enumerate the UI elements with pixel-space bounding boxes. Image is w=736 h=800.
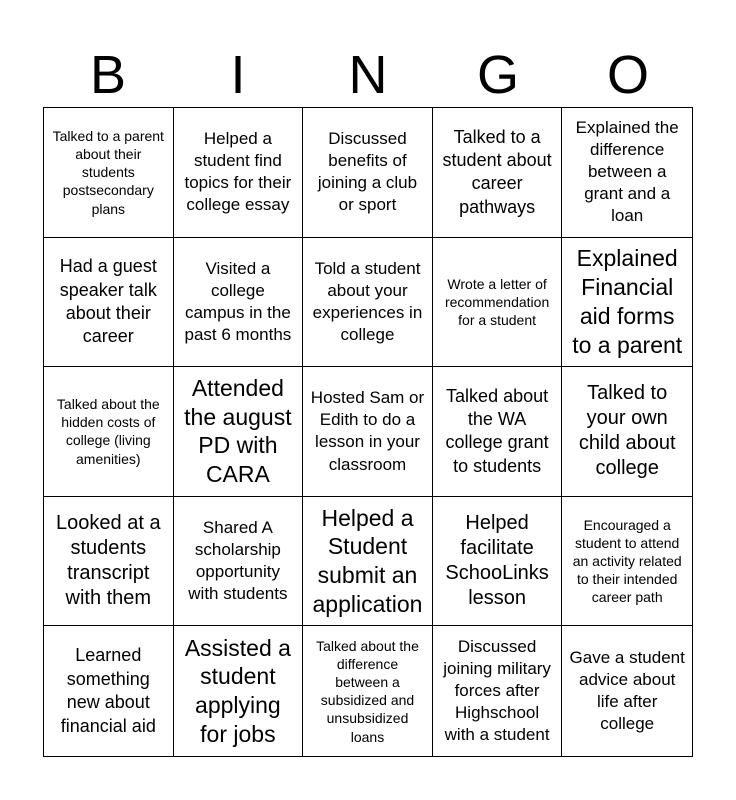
header-letter-g: G [476, 45, 519, 105]
bingo-cell[interactable]: Helped a Student submit an application [303, 497, 433, 627]
bingo-cell[interactable]: Learned something new about financial aid [44, 626, 174, 756]
header-letter-b: B [89, 45, 127, 105]
header-letter-i: I [230, 45, 246, 105]
bingo-cell[interactable]: Talked to your own child about college [562, 367, 692, 497]
bingo-cell[interactable]: Visited a college campus in the past 6 months [174, 238, 304, 368]
bingo-cell[interactable]: Attended the august PD with CARA [174, 367, 304, 497]
header-letter-n: N [348, 45, 388, 105]
bingo-cell[interactable]: Wrote a letter of recommendation for a student [433, 238, 563, 368]
header-letter-o: O [606, 45, 649, 105]
bingo-cell[interactable]: Talked about the hidden costs of college (living amenities) [44, 367, 174, 497]
bingo-cell[interactable]: Looked at a students transcript with them [44, 497, 174, 627]
bingo-cell[interactable]: Gave a student advice about life after college [569, 648, 685, 734]
bingo-cell[interactable]: Shared A scholarship opportunity with students [174, 497, 304, 627]
bingo-cell[interactable]: Discussed joining military forces after Highschool with a student [433, 626, 563, 756]
bingo-cell[interactable]: Talked to a parent about their students postsecondary plans [44, 108, 174, 238]
bingo-cell[interactable]: Talked about the WA college grant to students [433, 367, 563, 497]
bingo-cell[interactable]: Helped a student find topics for their college essay [174, 108, 304, 238]
bingo-cell[interactable]: Explained the difference between a grant and a loan [562, 108, 692, 238]
bingo-cell[interactable]: Helped facilitate SchooLinks lesson [433, 497, 563, 627]
bingo-cell[interactable]: Hosted Sam or Edith to do a lesson in your classroom [303, 367, 433, 497]
bingo-cell[interactable]: Talked about the difference between a subsidized and unsubsidized loans [303, 626, 433, 756]
bingo-cell[interactable]: Talked to a student about career pathways [433, 108, 563, 238]
bingo-cell[interactable]: Discussed benefits of joining a club or sport [303, 108, 433, 238]
bingo-grid [43, 107, 693, 757]
bingo-cell[interactable]: Told a student about your experiences in college [303, 238, 433, 368]
bingo-cell[interactable]: Assisted a student applying for jobs [174, 626, 304, 756]
bingo-cell[interactable]: Had a guest speaker talk about their career [44, 238, 174, 368]
bingo-cell[interactable]: Explained Financial aid forms to a parent [562, 238, 692, 368]
bingo-header [43, 44, 693, 106]
bingo-cell[interactable]: Encouraged a student to attend an activity related to their intended career path [562, 497, 692, 627]
